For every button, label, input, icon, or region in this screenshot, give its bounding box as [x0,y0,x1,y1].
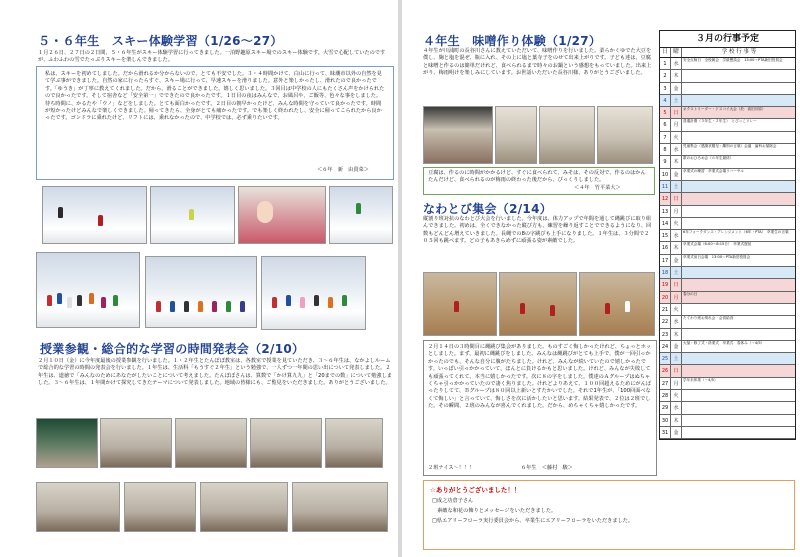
schedule-weekday: 木 [671,329,682,340]
miso-photo-4 [597,106,653,164]
schedule-weekday: 金 [671,169,682,180]
schedule-weekday: 土 [671,267,682,278]
schedule-event: 大掃・修了式・終業式 卒業式 春休み（〜4/5） [683,340,765,345]
schedule-day: 13 [660,206,671,217]
schedule-row [660,132,795,144]
ski-photo-1 [42,186,147,244]
schedule-event [682,279,795,290]
schedule-title: ３月の行事予定 [660,31,795,48]
schedule-event [682,390,795,401]
schedule-event [682,329,795,340]
schedule-rows [660,58,795,439]
schedule-weekday: 日 [671,279,682,290]
thanks-item: □成之功倉子さん [432,498,474,504]
schedule-day: 28 [660,390,671,401]
schedule-row [660,181,795,193]
thanks-box [423,480,795,550]
thanks-title: ☆ありがとうございました！！ [430,486,521,494]
openclass-title: 授業参観・総合的な学習の時間発表会（2/10） [40,342,305,356]
schedule-event: 歌のおひろめ会（６年生最終） [683,156,734,161]
schedule-event: 普通計測（５年生・２年生） とびっこリレー [683,119,757,124]
ski-title: ５・６年生 スキー体験学習（1/26〜27） [38,34,283,48]
schedule-row [660,156,795,168]
schedule-event: 卒業式の練習 卒業式会場リハーサル [683,168,744,173]
schedule-weekday: 木 [671,415,682,426]
schedule-day: 4 [660,95,671,106]
schedule-event [682,83,795,94]
schedule-event: 卒業式会場（6:00〜8:15日） 卒業式遅延 [683,242,752,247]
march-schedule-table [659,30,796,440]
schedule-weekday: 火 [671,390,682,401]
schedule-row [660,304,795,316]
schedule-day: 30 [660,415,671,426]
schedule-row [660,255,795,267]
schedule-row [660,144,795,156]
schedule-day: 27 [660,378,671,389]
schedule-day: 25 [660,353,671,364]
schedule-row [660,353,795,365]
ski-essay: 私は、スキーを初めてしました。だから滑れるか分からないので、とても不安でした。３・４時間かけて、白山に行って、昧潮市以外の自然を見て学ぶ事ができました。自然の家に行ったらすぐ、スキー場に行って、早速スキーを滑りました。意外と楽しかったし、滑れたので良かったです。「ゆうき」が丁寧に教えてくれました。だから、滑ることができました。嬉しく思いました。３回目は中学校の人にもたくさん声をかけられたので良かったです。そして宿舎など「安全第一」でできたので良かったです。１日目の夜はみんなで、お風呂や、ご飯等、色々な事をしました。待ち時間に、かるたや「ウノ」などをしました。とても面白かったです。２日目の朝早かったけど、みんな時間を守っていて良かったです。時間が短かったけどみんなで楽しくできました。帰ってきたら、全身がとても痛かったです。でも楽しく終われたし、安全に帰ってこられたから良かったです。ゴンドラに乗れたけど、リフトには、乗れなかったので、中学校では、必ず乗りたいです。 [45,71,385,122]
ski-essay-signature: ＜６年 新 由貴菜＞ [317,167,369,173]
schedule-row [660,206,795,218]
schedule-row [660,402,795,414]
schedule-weekday: 金 [671,427,682,438]
schedule-weekday: 金 [671,341,682,352]
rope-photo-1 [423,272,497,336]
schedule-row [660,415,795,427]
schedule-row [660,390,795,402]
schedule-weekday: 日 [671,107,682,118]
schedule-weekday: 土 [671,95,682,106]
schedule-row [660,58,795,70]
schedule-weekday: 月 [671,119,682,130]
class-photo-8 [200,482,288,532]
schedule-row [660,242,795,254]
schedule-event: 学年末休業（〜4/5） [683,377,718,382]
schedule-weekday: 日 [671,193,682,204]
schedule-row [660,316,795,328]
schedule-day: 11 [660,181,671,192]
page-spine [398,0,402,557]
schedule-day: 7 [660,132,671,143]
schedule-event [682,70,795,81]
schedule-day: 24 [660,341,671,352]
schedule-row [660,230,795,242]
schedule-weekday: 土 [671,181,682,192]
schedule-row [660,107,795,119]
schedule-day: 23 [660,329,671,340]
schedule-row [660,378,795,390]
rope-photo-3 [579,272,655,336]
schedule-weekday: 月 [671,206,682,217]
schedule-day: 19 [660,279,671,290]
class-photo-6 [36,482,120,532]
miso-photo-1 [423,106,493,164]
schedule-row [660,83,795,95]
schedule-event [682,365,795,376]
ski-photo-2 [150,186,235,244]
schedule-weekday: 木 [671,156,682,167]
schedule-day: 26 [660,365,671,376]
schedule-day: 22 [660,316,671,327]
left-page [0,0,397,557]
schedule-row [660,193,795,205]
rope-title: なわとび集会（2/14） [423,202,553,216]
schedule-day: 21 [660,304,671,315]
schedule-event: 児童集会（感謝状贈呈・離別の言葉）会議 歯科お掃除会 [683,144,777,149]
openclass-body: ２月１０日（金）に今年度最後の授業参観を行いました。１・２年生とたんぽぽ教室は、各教室で授業を見ていただき、３〜６年生は、なかよしルームで総合的な学習の時間の発表会を行いました。１年生は、生活科「もうすぐ２年生」という勉強で、一人ずつ一年間の思い出について発表しました。２年生は、道徳で「みんなのためにあなたがしたいことについて考えました。たんぽぽさんは、算数で「かけ算九九」と「20までの数」について勉強しました。３〜６年生は、１年間かけて探究してきたテーマについて発表しました。地域の皆様にも、ご覧見をいただきました。ありがとうございました。 [38,358,392,387]
schedule-event: 卒業式前日会場 13:00〜PTA新旧役員会 [683,254,751,259]
schedule-weekday: 土 [671,353,682,364]
miso-photo-3 [539,106,595,164]
class-photo-3 [175,418,247,468]
schedule-day: 31 [660,427,671,438]
schedule-weekday: 火 [671,218,682,229]
schedule-event [682,218,795,229]
miso-quote: 豆腐は、作るのに時間がかかるけど、すぐに食べられて、みそは、その反対で、作るのはかんたんだけど、食べられるのが梅雨の終わった後だから、びっくりしました。 [428,170,646,184]
schedule-weekday: 日 [671,365,682,376]
ski-essay-box [36,66,394,180]
schedule-weekday: 火 [671,304,682,315]
schedule-weekday: 月 [671,292,682,303]
schedule-row [660,279,795,291]
schedule-event: ネクストリーダー・ドスコイ大会（於：高田川原） [683,107,766,112]
thanks-item: □県エアリーフローラ実行委員会から、卒業生にエアリーフローラをいただきました。 [432,518,634,524]
schedule-day: 20 [660,292,671,303]
miso-quote-box [423,167,655,195]
class-photo-7 [124,482,196,532]
schedule-row [660,169,795,181]
schedule-row [660,292,795,304]
schedule-event: 6年フォークダンス・アレンジメント（6年・PTA） 卒業生の言葉 [683,230,789,235]
miso-title: ４年生 味噌作り体験（1/27） [423,34,602,48]
schedule-header-weekday: 曜 [671,48,682,57]
rope-photo-2 [499,272,577,336]
schedule-row [660,341,795,353]
schedule-header [660,48,795,58]
class-photo-5 [325,418,383,468]
schedule-day: 17 [660,255,671,266]
schedule-row [660,427,795,439]
schedule-day: 10 [660,169,671,180]
schedule-event: 春分の日 [683,291,698,296]
schedule-row [660,218,795,230]
rope-essay: ２月１４日の３時間目に縄跳び集会がありました。ものすごく悔しかったけれど、ちょっとホッとしました。まず、最初に縄跳びをしました。みんなは縄跳びがとても上手で、僕が一回引っかかったのでも、そんな自分に腹がたちました。けれど、みんなが続いていたので嬉しかったです。いっぱい引っかかっていて、ほんとに負けるかもと思いました。けれど、みんなが失敗しても頑張ってくれて、本当に嬉しかったです。次に８の字をしました。僕達のＡグループはぬちゃくちゃ引っかかっていたので凄く焦りました。けれどよりあえて、１００回超えるためにがんばったりしてて、Ｂグループは８０回以上新いとすたかいでした。それで1年生が、「100回面べなくて悔しい」と言っていて、悔しさを次に活かしたいと思います。結果発表で、２位は２班でした。その瞬間、２班のみんなが喜んでくれました。だから、めちゃくちゃ嬉しかったです。 [428,344,652,410]
schedule-row [660,119,795,131]
schedule-row [660,329,795,341]
schedule-event: たてわり班お別れ会 会食給食 [683,316,734,321]
ski-photo-4 [329,186,393,244]
schedule-row [660,95,795,107]
schedule-day: 12 [660,193,671,204]
schedule-event [682,206,795,217]
schedule-event [682,95,795,106]
class-photo-2 [100,418,172,468]
schedule-event [682,427,795,438]
class-photo-4 [250,418,322,468]
class-photo-1 [36,418,98,468]
schedule-day: 3 [660,83,671,94]
schedule-weekday: 水 [671,316,682,327]
schedule-weekday: 水 [671,402,682,413]
right-page [403,0,800,557]
schedule-day: 16 [660,242,671,253]
schedule-day: 14 [660,218,671,229]
schedule-day: 15 [660,230,671,241]
schedule-weekday: 月 [671,378,682,389]
schedule-row [660,70,795,82]
class-photo-9 [292,482,388,532]
schedule-header-event: 学 校 行 事 等 [721,49,757,55]
schedule-day: 9 [660,156,671,167]
miso-quote-signature: ＜４年 竹平菜大＞ [574,185,621,191]
schedule-weekday: 木 [671,70,682,81]
schedule-day: 18 [660,267,671,278]
schedule-weekday: 金 [671,255,682,266]
schedule-weekday: 火 [671,132,682,143]
schedule-event [682,267,795,278]
schedule-day: 8 [660,144,671,155]
ski-group-photo-2 [145,256,257,328]
schedule-event: 安全点検日 全校朝会 学級懇談会 13:00〜PTA新旧役員会 [683,58,783,62]
schedule-weekday: 金 [671,83,682,94]
schedule-weekday: 水 [671,144,682,155]
thanks-item: 素敵な和花の飾りとメッセージをいただきました。 [432,508,557,514]
rope-essay-signature: ２班ナイス〜！！！ ６年生 ＜藤村 駿＞ [428,465,573,471]
schedule-event [682,415,795,426]
schedule-event [682,181,795,192]
schedule-row [660,267,795,279]
rope-body: 縦割り班対抗のなわとび大会を行いました。今年度は、体力アップで年間を通して縄跳びに取り組んできました。初めは、全くできなかった縦び方も、練習を繰り返すことでできるようになり、回数もどんどん増えていきました。長縄での8の字跳びも上手になりました。１年生は、３分間で２０５回も跳べます。どの子もあきらめずに頑張る姿が素敵でした。 [423,216,652,245]
schedule-weekday: 水 [671,58,682,69]
schedule-row [660,365,795,377]
schedule-event [682,304,795,315]
schedule-day: 1 [660,58,671,69]
schedule-weekday: 水 [671,230,682,241]
schedule-event [682,132,795,143]
schedule-day: 6 [660,119,671,130]
schedule-event [682,193,795,204]
schedule-event [682,402,795,413]
schedule-event [682,353,795,364]
ski-group-photo-3 [261,256,366,330]
rope-essay-box [423,340,657,476]
schedule-day: 29 [660,402,671,413]
schedule-day: 2 [660,70,671,81]
ski-group-photo-1 [36,252,140,328]
miso-body: ４年生が川浦町の長谷川さんに教えていただいて、味噌作りを行いました。柔らかくゆでた大豆を僕し、麹と塩を混ぜ、瓶に入れ、その上に塩と葉寺子をのせて出来上がりです。子ども達は、豆腐と味噌と作るのは簡単だけれど、食べられるまで時々のお鍋という感想をもっていました。出来上がり、梅雨明けを楽しみにしています。お世話いただいた長谷川様、ありがとうございました。 [423,48,652,77]
ski-photo-3 [238,186,326,244]
schedule-weekday: 木 [671,242,682,253]
schedule-header-day: 日 [660,48,671,57]
schedule-day: 5 [660,107,671,118]
ski-intro: １月２６日、２７日の２日間、５・６年生がスキー体験学習に行ってきました。一泊野趣原スキー場でのスキー体験です。大雪で心配していたのですが、ふわふわの雪でたっぷりスキーを楽しんできました。 [38,50,386,64]
miso-photo-2 [495,106,537,164]
